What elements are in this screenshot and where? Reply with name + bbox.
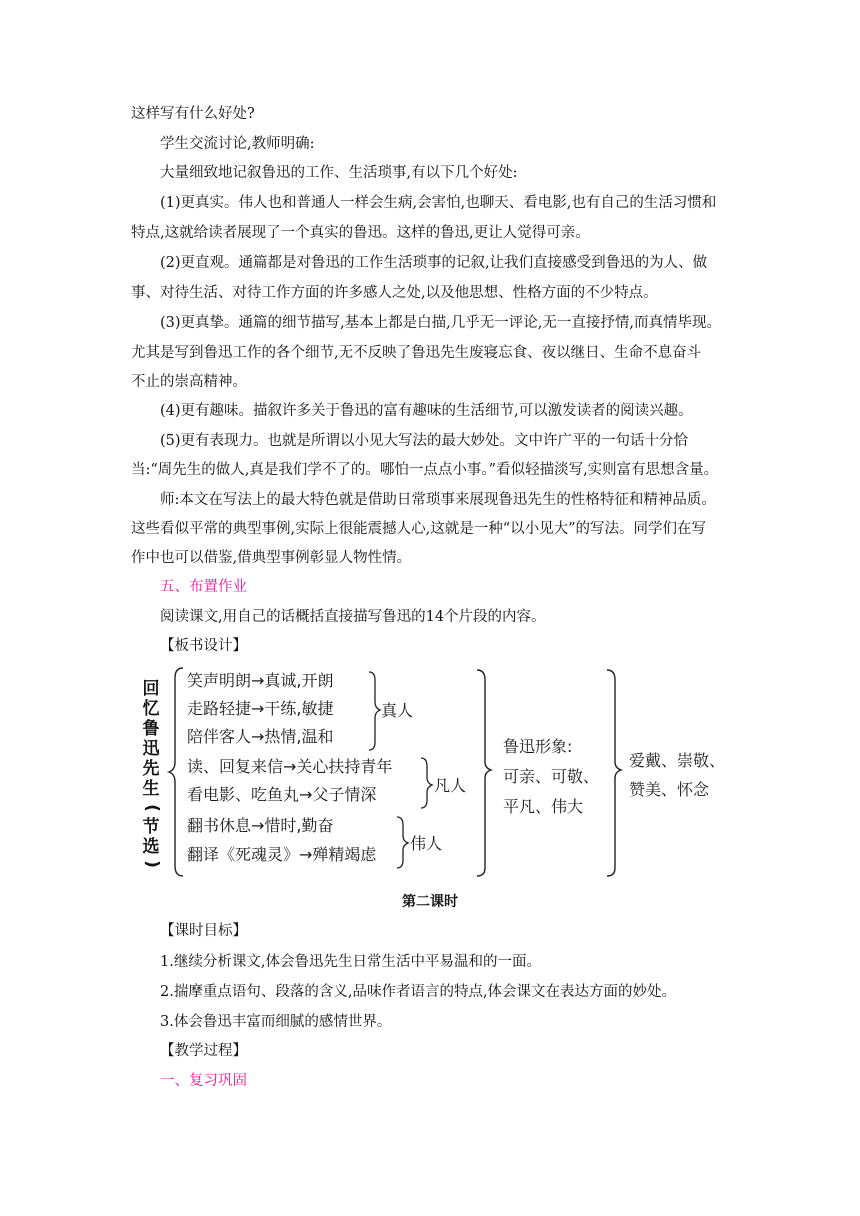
group-label-ordinary-person: 凡人: [434, 776, 467, 795]
section-heading: 一、复习巩固: [160, 1073, 247, 1089]
brace-ordinary-person: [421, 758, 432, 808]
paragraph: 事、对待生活、对待工作方面的许多感人之处,以及他思想、性格方面的不少特点。: [131, 285, 658, 301]
group-label-great-person: 伟人: [410, 834, 443, 853]
process-label: 【教学过程】: [160, 1043, 247, 1059]
board-row: 翻译《死魂灵》→殚精竭虑: [187, 845, 377, 864]
paragraph: 这样写有什么好处?: [131, 106, 255, 122]
goal-item: 2.揣摩重点语句、段落的含义,品味作者语言的特点,体会课文在表达方面的妙处。: [160, 984, 677, 1000]
paragraph: 阅读课文,用自己的话概括直接描写鲁迅的14个片段的内容。: [160, 609, 546, 625]
goal-item: 3.体会鲁迅丰富而细腻的感情世界。: [160, 1014, 392, 1030]
section-heading: 五、布置作业: [160, 579, 247, 595]
paragraph: (2)更直观。通篇都是对鲁迅的工作生活琐事的记叙,让我们直接感受到鲁迅的为人、做: [160, 255, 708, 271]
group-label-real-person: 真人: [381, 701, 414, 720]
paragraph: 特点,这就给读者展现了一个真实的鲁迅。这样的鲁迅,更让人觉得可亲。: [131, 225, 590, 241]
brace-image: [477, 670, 491, 876]
image-line: 可亲、可敬、: [503, 767, 600, 786]
paragraph: 当:“周先生的做人,真是我们学不了的。哪怕一点点小事。”看似轻描淡写,实则富有思想含量。: [131, 462, 719, 478]
board-row: 走路轻捷→干练,敏捷: [187, 699, 334, 718]
board-title-char: 节: [142, 817, 160, 837]
paragraph: 大量细致地记叙鲁迅的工作、生活琐事,有以下几个好处:: [160, 165, 518, 181]
goal-item: 1.继续分析课文,体会鲁迅先生日常生活中平易温和的一面。: [160, 954, 541, 970]
paragraph: 这些看似平常的典型事例,实际上很能震撼人心,这就是一种“以小见大”的写法。同学们在写: [131, 521, 707, 537]
goals-label: 【课时目标】: [160, 923, 247, 939]
board-row: 陪伴客人→热情,温和: [187, 727, 334, 746]
image-line: 鲁迅形象:: [503, 737, 573, 756]
board-row: 看电影、吃鱼丸→父子情深: [187, 785, 377, 804]
left-brace: [169, 668, 183, 876]
board-title-char: 选: [142, 837, 160, 857]
image-line: 平凡、伟大: [503, 797, 584, 816]
board-title-char: 忆: [142, 699, 160, 719]
board-title-char: 鲁: [142, 719, 160, 739]
paragraph: 尤其是写到鲁迅工作的各个细节,无不反映了鲁迅先生废寝忘食、夜以继日、生命不息奋斗: [131, 345, 702, 361]
board-row: 笑声明朗→真诚,开朗: [187, 671, 334, 690]
board-design-diagram: [131, 662, 741, 880]
emotion-line: 爱戴、崇敬、: [629, 751, 726, 770]
brace-emotion: [607, 670, 621, 876]
brace-real-person: [369, 672, 380, 750]
paragraph: 作中也可以借鉴,借典型事例彰显人物性情。: [131, 550, 412, 566]
paragraph: (5)更有表现力。也就是所谓以小见大写法的最大妙处。文中许广平的一句话十分恰: [160, 433, 689, 449]
paragraph: 不止的崇高精神。: [131, 374, 247, 390]
board-title-char: 先: [142, 759, 160, 779]
paragraph: (1)更真实。伟人也和普通人一样会生病,会害怕,也聊天、看电影,也有自己的生活习惯和: [160, 195, 717, 211]
paragraph: (3)更真挚。通篇的细节描写,基本上都是白描,几乎无一评论,无一直接抒情,而真情毕现。: [160, 315, 721, 331]
board-title: [142, 679, 162, 868]
board-row: 读、回复来信→关心扶持青年: [187, 757, 393, 776]
board-title-char: 回: [142, 679, 160, 699]
board-title-char: ): [142, 860, 162, 868]
board-title-char: 迅: [142, 739, 160, 759]
paragraph: 学生交流讨论,教师明确:: [160, 136, 315, 152]
board-row: 翻书休息→惜时,勤奋: [187, 816, 334, 835]
paragraph: 师:本文在写法上的最大特色就是借助日常琐事来展现鲁迅先生的性格特征和精神品质。: [160, 492, 716, 508]
board-title-char: (: [142, 804, 162, 812]
lesson2-heading: 第二课时: [402, 894, 458, 910]
board-title-char: 生: [142, 779, 160, 799]
paragraph: (4)更有趣味。描叙许多关于鲁迅的富有趣味的生活细节,可以激发读者的阅读兴趣。: [160, 403, 693, 419]
board-label: 【板书设计】: [160, 638, 247, 654]
brace-great-person: [397, 817, 408, 868]
emotion-line: 赞美、怀念: [629, 780, 710, 799]
